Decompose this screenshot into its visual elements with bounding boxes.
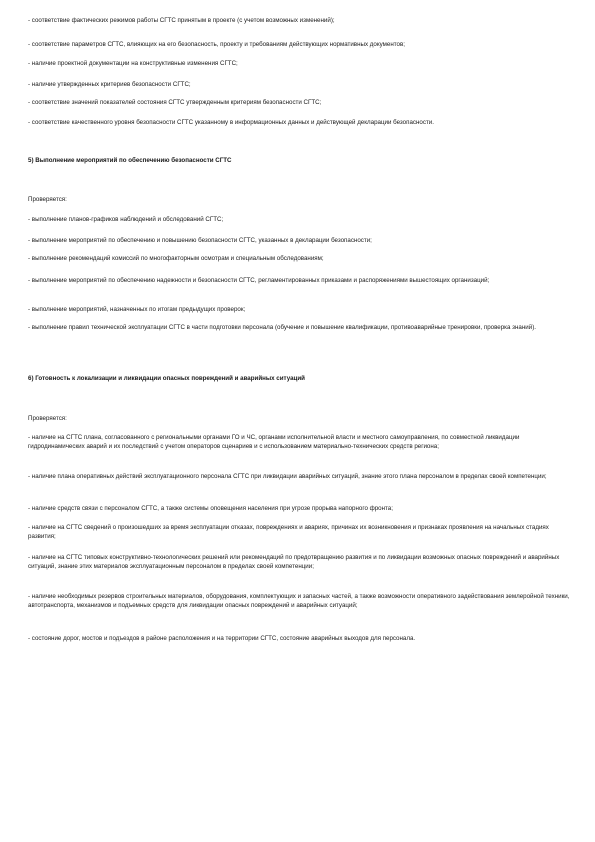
- checked-label: Проверяется:: [28, 196, 67, 203]
- list-item: - выполнение мероприятий, назначенных по итогам предыдущих проверок;: [28, 306, 246, 313]
- list-item: - выполнение планов-графиков наблюдений и обследований СГТС;: [28, 216, 224, 223]
- list-item: - наличие средств связи с персоналом СГТС, а также системы оповещения населения при угрозе прорыва напорного фронта;: [28, 505, 393, 512]
- list-item: - наличие на СГТС сведений о произошедших за время эксплуатации отказах, повреждениях и авариях, причинах их возникновения и признаках проявления на начальных стадиях развития;: [28, 524, 549, 540]
- list-item: - состояние дорог, мостов и подъездов в районе расположения и на территории СГТС, состояние аварийных выходов для персонала.: [28, 635, 416, 642]
- list-item: - наличие на СГТС типовых конструктивно-технологических решений или рекомендаций по предотвращению развития и по ликвидации возможных опасных повреждений и аварийных ситуаций, знание этих материалов эксплуатационным персоналом в пределах своей компетенции;: [28, 554, 560, 570]
- list-item: - выполнение мероприятий по обеспечению надежности и безопасности СГТС, регламентированных приказами и распоряжениями вышестоящих организаций;: [28, 277, 490, 284]
- checked-label: Проверяется:: [28, 415, 67, 422]
- list-item: - соответствие параметров СГТС, влияющих на его безопасность, проекту и требованиям действующих нормативных документов;: [28, 41, 405, 48]
- list-item: - наличие утвержденных критериев безопасности СГТС;: [28, 81, 191, 88]
- list-item: - соответствие фактических режимов работы СГТС принятым в проекте (с учетом возможных изменений);: [28, 17, 335, 24]
- list-item: - наличие на СГТС плана, согласованного с региональными органами ГО и ЧС, органами исполнительной власти и местного самоуправления, по совместной ликвидации гидродинамических аварий и их последствий с учетом операторов сценариев и с использованием материально-технических средств региона;: [28, 434, 520, 450]
- list-item: - наличие необходимых резервов строительных материалов, оборудования, комплектующих и запасных частей, а также возможности оперативного задействования землеройной техники, автотранспорта, механизмов и подъемных средств для ликвидации опасных повреждений и аварийных ситуаций;: [28, 593, 570, 609]
- section-heading-5: 5) Выполнение мероприятий по обеспечению безопасности СГТС: [28, 157, 232, 164]
- list-item: - выполнение правил технической эксплуатации СГТС в части подготовки персонала (обучение и повышение квалификации, противоаварийные тренировки, проверка знаний).: [28, 324, 536, 331]
- list-item: - наличие плана оперативных действий эксплуатационного персонала СГТС при ликвидации аварийных ситуаций, знание этого плана персоналом в пределах своей компетенции;: [28, 473, 547, 480]
- list-item: - выполнение рекомендаций комиссий по многофакторным осмотрам и специальным обследованиям;: [28, 255, 324, 262]
- list-item: - выполнение мероприятий по обеспечению и повышению безопасности СГТС, указанных в декларации безопасности;: [28, 237, 372, 244]
- list-item: - соответствие значений показателей состояния СГТС утвержденным критериям безопасности СГТС;: [28, 99, 322, 106]
- section-heading-6: 6) Готовность к локализации и ликвидации опасных повреждений и аварийных ситуаций: [28, 375, 305, 382]
- list-item: - наличие проектной документации на конструктивные изменения СГТС;: [28, 60, 238, 67]
- list-item: - соответствие качественного уровня безопасности СГТС указанному в информационных данных и действующей декларации безопасности.: [28, 119, 434, 126]
